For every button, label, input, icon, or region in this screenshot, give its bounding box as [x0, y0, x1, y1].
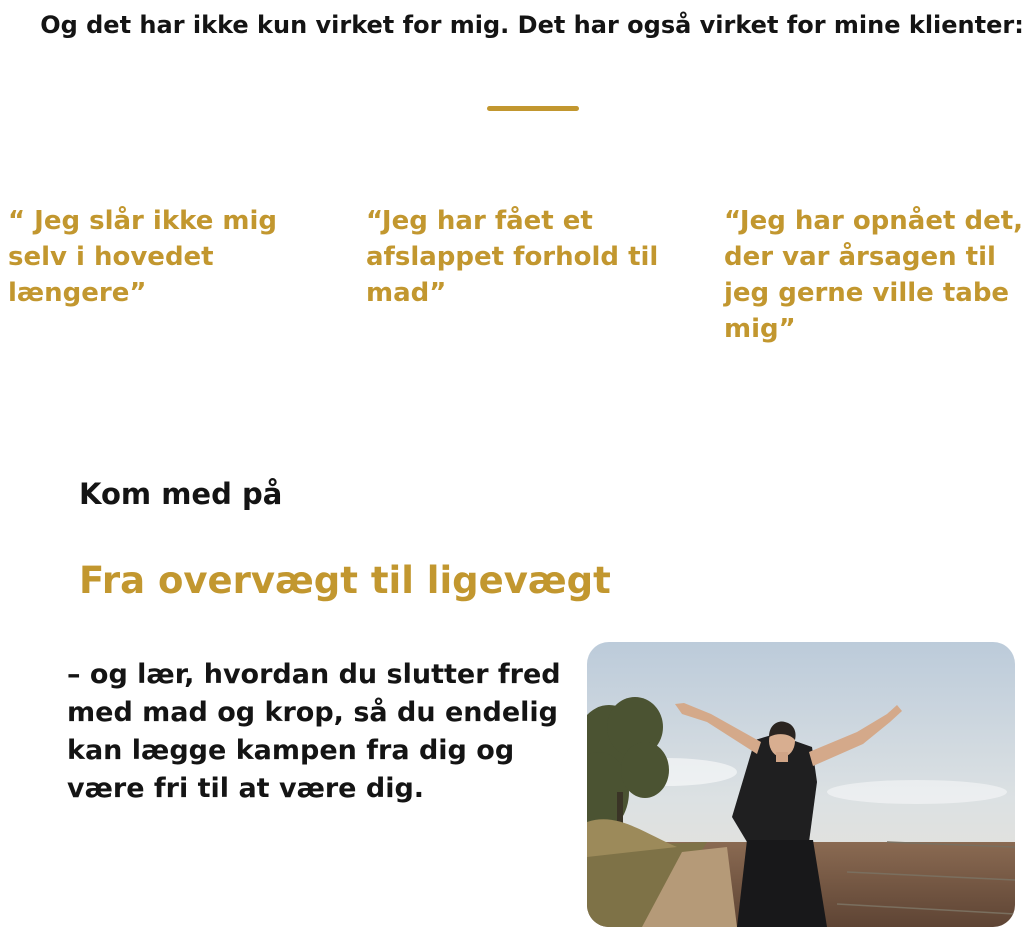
cta-intro: Kom med på	[79, 477, 283, 511]
course-title: Fra overvægt til ligevægt	[79, 559, 611, 602]
woman-raised-arms-photo	[587, 642, 1015, 927]
testimonial-quote-1: “ Jeg slår ikke mig selv i hovedet længere”	[8, 206, 278, 308]
testimonial-quote-2: “Jeg har fået et afslappet forhold til mad”	[366, 206, 659, 308]
section-headline: Og det har ikke kun virket for mig. Det har også virket for mine klienter:	[40, 11, 1024, 39]
course-description: – og lær, hvordan du slutter fred med mad og krop, så du endelig kan lægge kampen fra dig og være fri til at være dig.	[67, 659, 561, 804]
gold-divider	[487, 106, 579, 111]
testimonial-quote-3: “Jeg har opnået det, der var årsagen til jeg gerne ville tabe mig”	[724, 206, 1024, 344]
